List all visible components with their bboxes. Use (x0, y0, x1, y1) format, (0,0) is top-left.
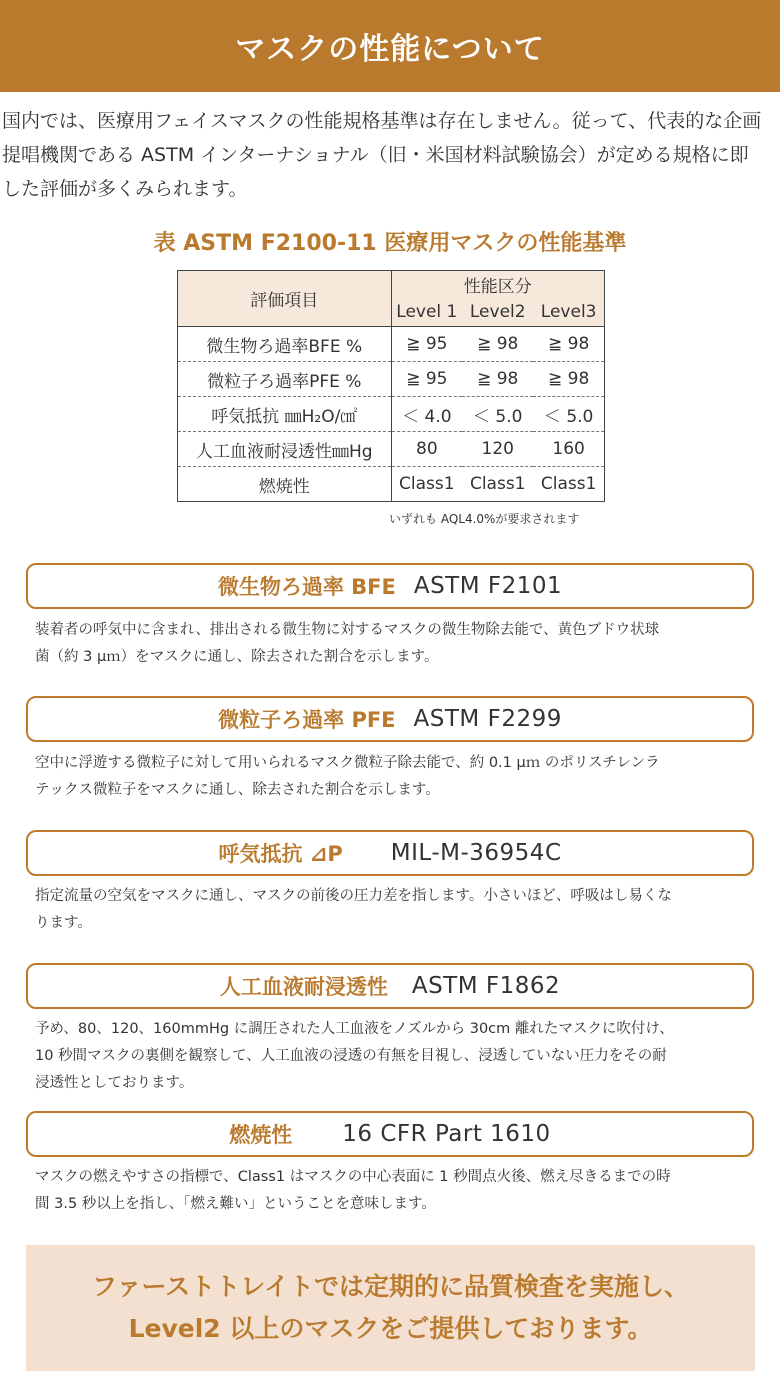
description-line: ります。 (35, 915, 92, 931)
description-line: 間 3.5 秒以上を指し、「燃え難い」ということを意味します。 (35, 1196, 436, 1212)
table-cell-value: Class1 (533, 467, 604, 502)
section-heading-flammability (26, 1111, 754, 1157)
footer-line: Level2 以上のマスクをご提供しております。 (128, 1314, 653, 1343)
table-header-level: Level3 (540, 302, 597, 323)
table-cell-value: ≧ 98 (533, 362, 604, 397)
description-line: 予め、80、120、160mmHg に調圧された人工血液をノズルから 30cm 離れたマスクに吹付け、 (35, 1021, 674, 1037)
section-title: 微生物ろ過率 BFE (217, 575, 396, 599)
table-cell-item: 人工血液耐浸透性㎜Hg (178, 432, 392, 467)
table-header-level: Level 1 (396, 302, 458, 323)
table-cell-value: 120 (462, 432, 533, 467)
table-cell-value: ＜ 4.0 (391, 397, 462, 432)
page-header (0, 0, 780, 92)
table-cell-value: Class1 (462, 467, 533, 502)
section-standard: ASTM F1862 (411, 973, 561, 999)
description-line: テックス微粒子をマスクに通し、除去された割合を示します。 (35, 782, 440, 798)
table-row (178, 362, 605, 397)
section-heading-blood-penetration (26, 963, 754, 1009)
table-cell-value: ＜ 5.0 (462, 397, 533, 432)
description-line: 浸透性としております。 (35, 1075, 194, 1091)
description-line: 装着者の呼気中に含まれ、排出される微生物に対するマスクの微生物除去能で、黄色ブドウ状球 (35, 622, 660, 638)
table-cell-value: 160 (533, 432, 604, 467)
table-header-level: Level2 (469, 302, 526, 323)
intro-text (0, 104, 780, 206)
section-standard: ASTM F2101 (413, 573, 563, 599)
description-line: 指定流量の空気をマスクに通し、マスクの前後の圧力差を指します。小さいほど、呼吸はし易くな (35, 888, 672, 904)
table-cell-value: Class1 (391, 467, 462, 502)
footer-line: ファーストトレイトでは定期的に品質検査を実施し、 (91, 1272, 689, 1301)
section-heading-bfe (26, 563, 754, 609)
section-description (35, 883, 750, 937)
table-cell-value: ≧ 98 (533, 327, 604, 362)
performance-table (177, 270, 605, 502)
table-cell-value: ≧ 98 (462, 327, 533, 362)
table-row (178, 432, 605, 467)
section-title: 呼気抵抗 ⊿P (218, 842, 343, 866)
table-cell-value: ≧ 95 (391, 327, 462, 362)
section-title: 微粒子ろ過率 PFE (218, 708, 396, 732)
table-cell-value: ≧ 95 (391, 362, 462, 397)
table-row (178, 467, 605, 502)
table-row (178, 327, 605, 362)
table-title: 表 ASTM F2100-11 医療用マスクの性能基準 (153, 231, 627, 256)
section-heading-breathing-resistance (26, 830, 754, 876)
section-title: 燃焼性 (229, 1123, 293, 1147)
section-description (35, 1164, 750, 1218)
table-cell-value: ＜ 5.0 (533, 397, 604, 432)
section-description (35, 617, 750, 671)
table-cell-item: 微生物ろ過率BFE % (178, 327, 392, 362)
description-line: 10 秒間マスクの裏側を観察して、人工血液の浸透の有無を目視し、浸透していない圧力をその耐 (35, 1048, 667, 1064)
description-line: 空中に浮遊する微粒子に対して用いられるマスク微粒子除去能で、約 0.1 μｍ のポリスチレンラ (35, 755, 660, 771)
section-standard: MIL-M-36954C (390, 840, 562, 866)
footer-banner (26, 1245, 755, 1371)
table-note: いずれも AQL4.0%が要求されます (389, 512, 580, 526)
section-heading-pfe (26, 696, 754, 742)
section-standard: ASTM F2299 (413, 706, 562, 732)
section-standard: 16 CFR Part 1610 (342, 1121, 551, 1147)
section-description (35, 1016, 750, 1097)
table-cell-item: 微粒子ろ過率PFE % (178, 362, 392, 397)
table-header-group: 性能区分 (463, 277, 532, 298)
table-cell-item: 呼気抵抗 ㎜H₂O/㎠ (178, 397, 392, 432)
table-header-item: 評価項目 (178, 271, 392, 327)
table-cell-value: ≧ 98 (462, 362, 533, 397)
intro-line: 提唱機関である ASTM インターナショナル（旧・米国材料試験協会）が定める規格に即 (2, 144, 749, 166)
intro-line: 国内では、医療用フェイスマスクの性能規格基準は存在しません。従って、代表的な企画 (2, 110, 762, 132)
table-cell-value: 80 (391, 432, 462, 467)
description-line: マスクの燃えやすさの指標で、Class1 はマスクの中心表面に 1 秒間点火後、燃え尽きるまでの時 (35, 1169, 671, 1185)
page-title: マスクの性能について (235, 32, 545, 67)
table-cell-item: 燃焼性 (178, 467, 392, 502)
section-description (35, 750, 750, 804)
description-line: 菌（約 3 μｍ）をマスクに通し、除去された割合を示します。 (35, 649, 439, 665)
section-title: 人工血液耐浸透性 (219, 975, 388, 999)
intro-line: した評価が多くみられます。 (2, 178, 248, 200)
table-row (178, 397, 605, 432)
